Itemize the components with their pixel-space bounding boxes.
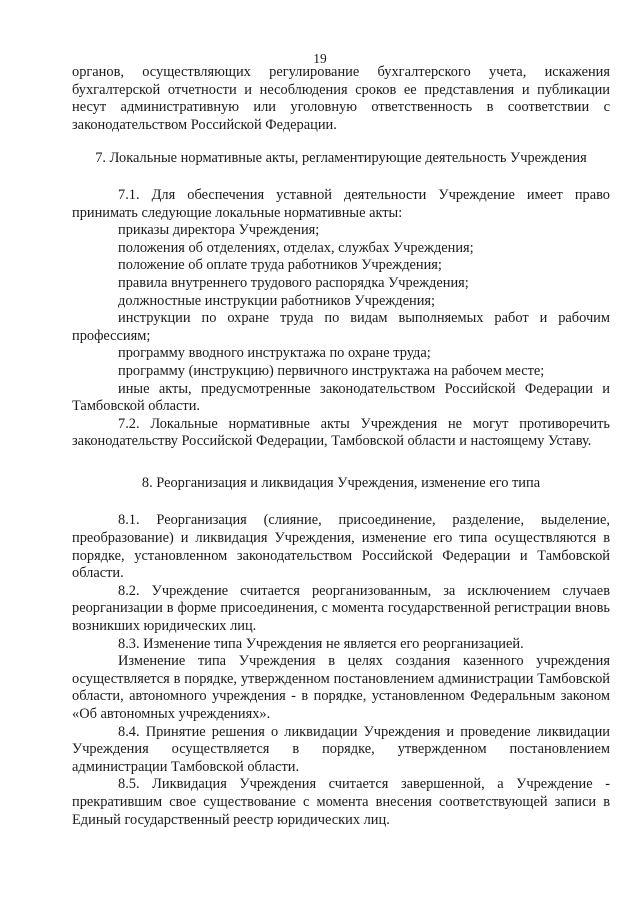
paragraph-7-1: 7.1. Для обеспечения уставной деятельности Учреждение имеет право принимать следующие локальные нормативные акты:: [72, 186, 610, 221]
section-8-heading: 8. Реорганизация и ликвидация Учреждения, изменение его типа: [141, 474, 541, 491]
paragraph-8-4: 8.4. Принятие решения о ликвидации Учреждения и проведение ликвидации Учреждения осуществляется в порядке, утвержденном постановлением администрации Тамбовской области.: [72, 723, 610, 775]
list-item: должностные инструкции работников Учреждения;: [118, 292, 436, 309]
list-item: положения об отделениях, отделах, службах Учреждения;: [118, 239, 474, 256]
section-7-heading: 7. Локальные нормативные акты, регламентирующие деятельность Учреждения: [95, 150, 587, 167]
paragraph-8-3: 8.3. Изменение типа Учреждения не является его реорганизацией.: [118, 635, 524, 652]
page-number: 19: [313, 51, 327, 66]
paragraph-8-1: 8.1. Реорганизация (слияние, присоединение, разделение, выделение, преобразование) и ликвидация Учреждения, изменение его типа осуществляются в порядке, установленном законодательством Российской Федерации и Тамбовской области.: [72, 512, 610, 582]
intro-paragraph: органов, осуществляющих регулирование бухгалтерского учета, искажения бухгалтерской отчетности и несоблюдения сроков ее представления и публикации несут административную или уголовную ответственность в соответствии с законодательством Российской Федерации.: [72, 64, 610, 133]
paragraph-8-3-type-change: Изменение типа Учреждения в целях создания казенного учреждения осуществляется в порядке, утвержденном постановлением администрации Тамбовской области, автономного учреждения - в порядке, установленном Федеральным законом «Об автономных учреждениях».: [72, 653, 610, 722]
document-body: [72, 64, 610, 829]
paragraph-8-2: 8.2. Учреждение считается реорганизованным, за исключением случаев реорганизации в форме присоединения, с момента государственной регистрации вновь возникших юридических лиц.: [72, 582, 610, 635]
list-item: положение об оплате труда работников Учреждения;: [118, 257, 442, 274]
paragraph-8-5: 8.5. Ликвидация Учреждения считается завершенной, а Учреждение - прекратившим свое существование с момента внесения соответствующей записи в Единый государственный реестр юридических лиц.: [72, 776, 610, 828]
paragraph-7-2: 7.2. Локальные нормативные акты Учреждения не могут противоречить законодательству Российской Федерации, Тамбовской области и настоящему Уставу.: [72, 415, 610, 450]
list-item: приказы директора Учреждения;: [118, 222, 320, 239]
list-item: правила внутреннего трудового распорядка Учреждения;: [118, 274, 469, 291]
list-item: инструкции по охране труда по видам выполняемых работ и рабочим профессиям;: [72, 310, 610, 344]
list-item: программу вводного инструктажа по охране труда;: [118, 345, 431, 362]
list-item: программу (инструкцию) первичного инструктажа на рабочем месте;: [118, 362, 545, 379]
list-item: иные акты, предусмотренные законодательством Российской Федерации и Тамбовской области.: [72, 380, 610, 415]
